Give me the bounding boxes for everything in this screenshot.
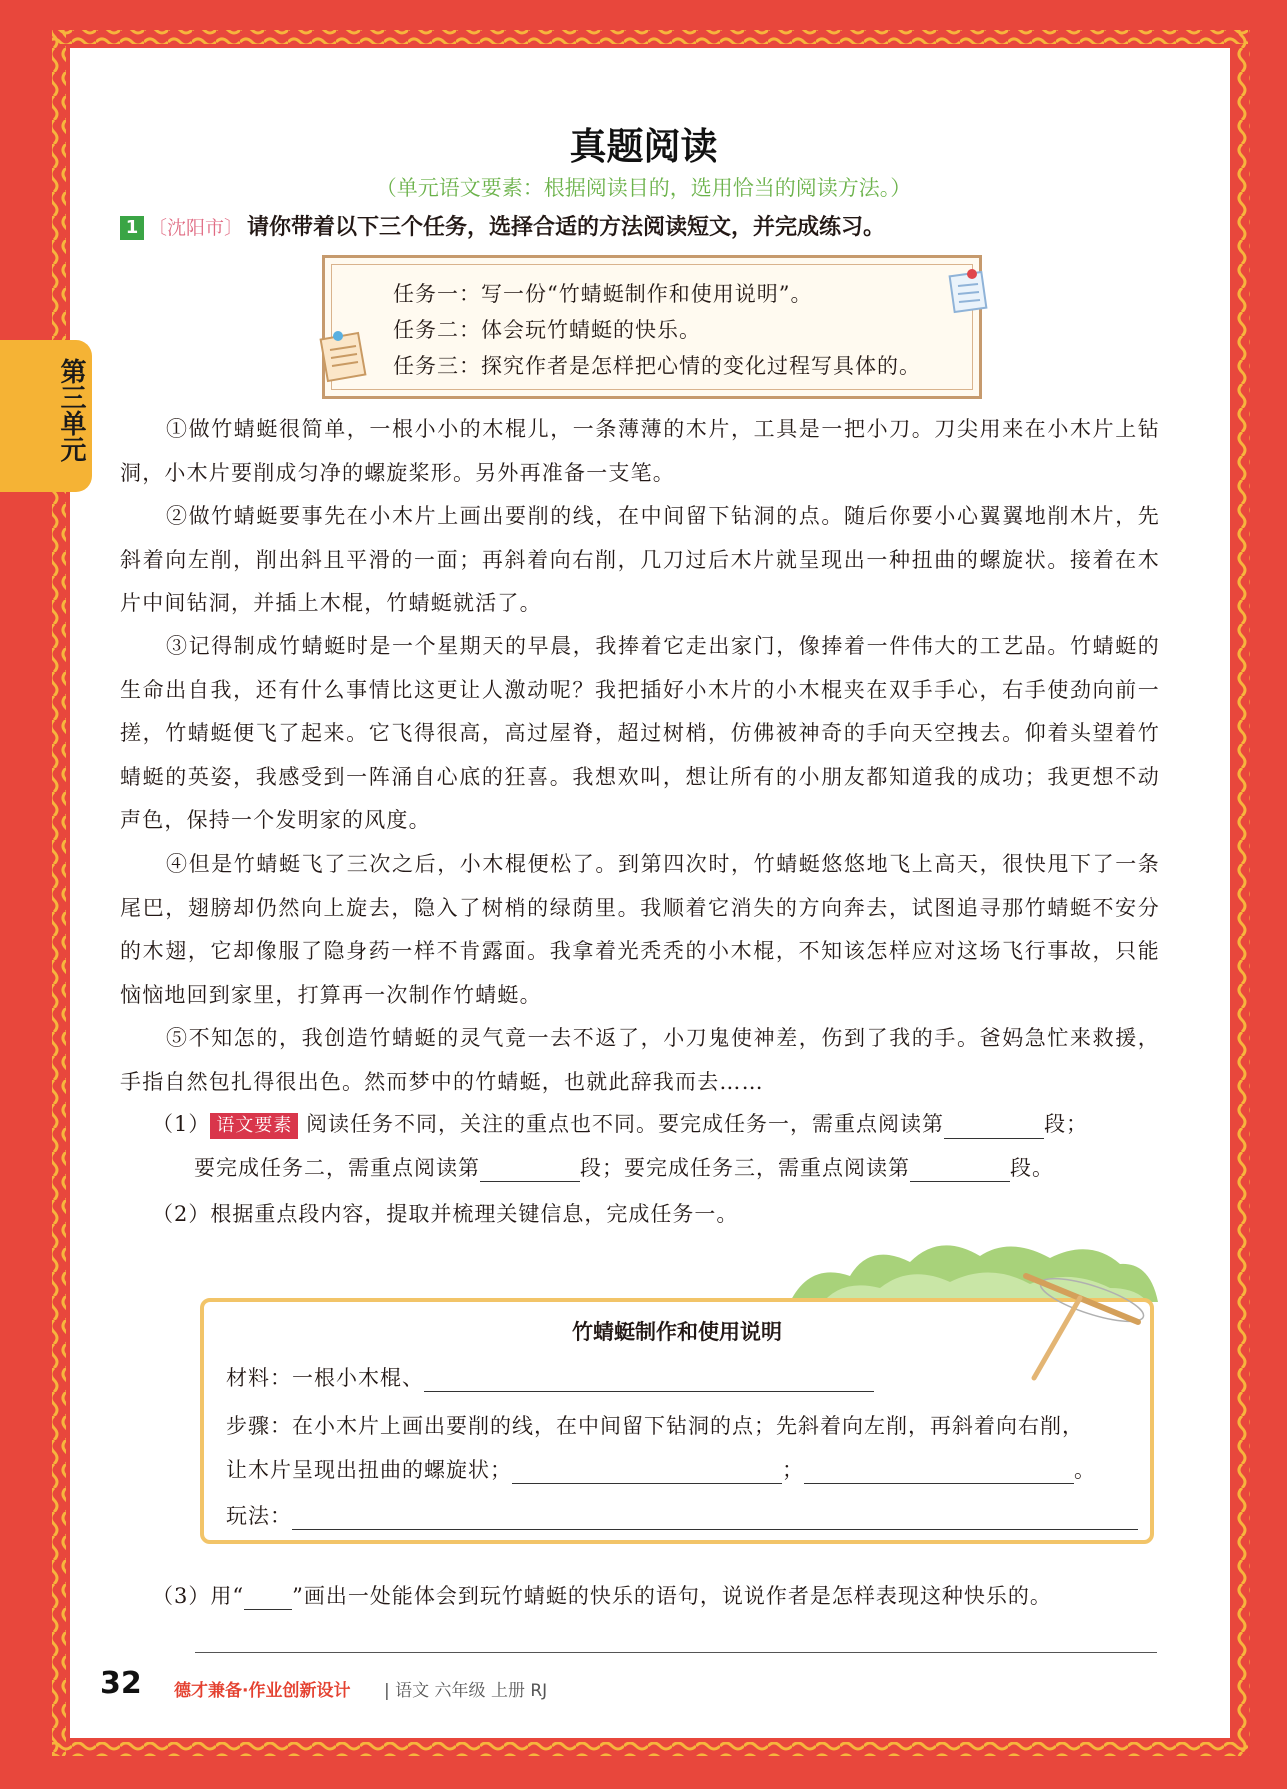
task-item-1: 任务一：写一份“竹蜻蜓制作和使用说明”。 [393,282,813,306]
passage-paragraph-5: ⑤不知怎的，我创造竹蜻蜓的灵气竟一去不返了，小刀鬼使神差，伤到了我的手。爸妈急忙来救援，手指自然包扎得很出色。然而梦中的竹蜻蜓，也就此辞我而去…… [120,1026,1160,1094]
passage-paragraph-1: ①做竹蜻蜓很简单，一根小小的木棍儿，一条薄薄的木片，工具是一把小刀。刀尖用来在小木片上钻洞，小木片要削成匀净的螺旋桨形。另外再准备一支笔。 [120,417,1160,485]
note-paper-icon [946,266,990,314]
chinese-element-tag: 语文要素 [210,1113,298,1139]
page-title: 真题阅读 [569,125,718,168]
passage-paragraph-3: ③记得制成竹蜻蜓时是一个星期天的早晨，我捧着它走出家门，像捧着一件伟大的工艺品。竹蜻蜓的生命出自我，还有什么事情比这更让人激动呢？我把插好小木片的小木棍夹在双手手心，右手使劲向前一搓，竹蜻蜓便飞了起来。它飞得很高，高过屋脊，超过树梢，仿佛被神奇的手向天空拽去。仰着头望着竹蜻蜓的英姿，我感受到一阵涌自心底的狂喜。我想欢叫，想让所有的小朋友都知道我的成功；我更想不动声色，保持一个发明家的风度。 [120,634,1160,833]
footer-book-info: | 语文 六年级 上册 RJ [384,1681,548,1701]
answer-blank[interactable] [480,1157,580,1182]
unit-tab [0,340,92,492]
unit-tab-label: 第三单元 [56,358,86,462]
task-box [322,255,982,399]
unit-element-subtitle: （单元语文要素：根据阅读目的，选用恰当的阅读方法。） [375,176,912,200]
card-title: 竹蜻蜓制作和使用说明 [572,1320,782,1344]
answer-blank[interactable] [292,1505,1138,1530]
card-materials: 材料：一根小木棍、 [226,1362,874,1392]
card-steps-line-2: 让木片呈现出扭曲的螺旋状； ； 。 [226,1458,1096,1482]
answer-blank[interactable] [910,1157,1010,1182]
passage-paragraph-4: ④但是竹蜻蜓飞了三次之后，小木棍便松了。到第四次时，竹蜻蜓悠悠地飞上高天，很快甩下了一条尾巴，翅膀却仍然向上旋去，隐入了树梢的绿荫里。我顺着它消失的方向奔去，试图追寻那竹蜻蜓不安分的木翅，它却像服了隐身药一样不肯露面。我拿着光秃秃的小木棍，不知该怎样应对这场飞行事故，只能恼恼地回到家里，打算再一次制作竹蜻蜓。 [120,852,1160,1007]
sub-question-2: （2）根据重点段内容，提取并梳理关键信息，完成任务一。 [152,1202,739,1226]
task-item-3: 任务三：探究作者是怎样把心情的变化过程写具体的。 [393,354,921,378]
answer-blank[interactable] [944,1114,1044,1139]
answer-blank[interactable] [804,1459,1074,1484]
sub-question-3: （3）用“ ”画出一处能体会到玩竹蜻蜓的快乐的语句，说说作者是怎样表现这种快乐的。 [152,1584,1052,1608]
sub-question-1-cont: 要完成任务二，需重点阅读第 段；要完成任务三，需重点阅读第 段。 [194,1156,1054,1180]
passage-paragraph-2: ②做竹蜻蜓要事先在小木片上画出要削的线，在中间留下钻洞的点。随后你要小心翼翼地削木片，先斜着向左削，削出斜且平滑的一面；再斜着向右削，几刀过后木片就呈现出一种扭曲的螺旋状。接着在木片中间钻洞，并插上木棍，竹蜻蜓就活了。 [120,504,1160,616]
question-instruction: 请你带着以下三个任务，选择合适的方法阅读短文，并完成练习。 [247,215,886,240]
footer-divider [195,1652,1157,1653]
question-source: 〔沈阳市〕 [148,217,244,239]
underline-sample [244,1585,292,1610]
page-number: 32 [100,1666,142,1701]
answer-blank[interactable] [424,1367,874,1392]
task-item-2: 任务二：体会玩竹蜻蜓的快乐。 [393,318,701,342]
note-paper-icon [318,326,370,384]
sub-question-1: （1） 语文要素 阅读任务不同，关注的重点也不同。要完成任务一，需重点阅读第 段； [152,1108,1088,1139]
question-header [120,210,885,241]
card-play: 玩法： [226,1500,1138,1530]
card-steps-line-1: 步骤：在小木片上画出要削的线，在中间留下钻洞的点；先斜着向左削，再斜着向右削， [226,1414,1084,1438]
footer-brand: 德才兼备·作业创新设计 [174,1681,351,1701]
answer-blank[interactable] [512,1459,782,1484]
question-number-badge: 1 [120,216,144,240]
bamboo-dragonfly-icon [1010,1260,1150,1390]
